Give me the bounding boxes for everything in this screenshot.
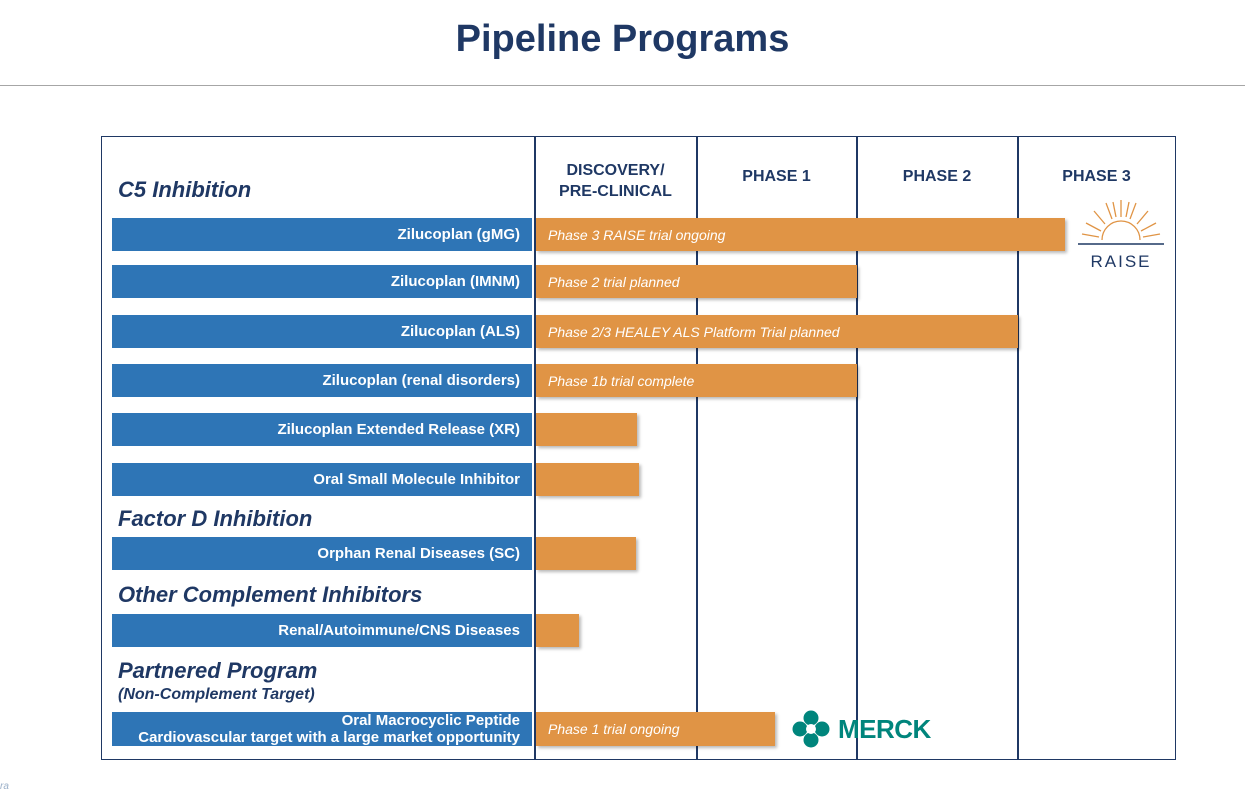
column-header-phase2: PHASE 2 <box>902 168 972 185</box>
corner-mark: ra <box>0 781 9 792</box>
progress-bar <box>536 364 857 397</box>
program-label <box>112 218 532 251</box>
program-label <box>112 712 532 746</box>
program-label-text: Renal/Autoimmune/CNS Diseases <box>278 622 520 639</box>
section-partnered-subtitle: (Non-Complement Target) <box>118 686 315 703</box>
section-other-complement-inhibitors: Other Complement Inhibitors <box>118 582 423 607</box>
column-header-phase3: PHASE 3 <box>1062 168 1131 185</box>
progress-bar-label: Phase 2/3 HEALEY ALS Platform Trial planned <box>548 323 840 340</box>
progress-bar-label: Phase 3 RAISE trial ongoing <box>548 226 726 243</box>
section-partnered-program: Partnered Program <box>118 658 318 683</box>
progress-bar-label: Phase 2 trial planned <box>548 273 680 290</box>
progress-bar <box>536 463 639 496</box>
program-label-text: Zilucoplan (IMNM) <box>390 273 520 290</box>
progress-bar <box>536 265 857 298</box>
raise-logo-text: RAISE <box>1090 252 1152 271</box>
program-label <box>112 463 532 496</box>
column-header-discovery: DISCOVERY/ PRE-CLINICAL <box>559 162 672 200</box>
program-label-text: Zilucoplan (ALS) <box>400 323 520 340</box>
merck-logo-text: MERCK <box>838 713 931 744</box>
progress-bar <box>536 712 775 746</box>
title-divider <box>0 85 1245 86</box>
page-title: Pipeline Programs <box>455 18 790 60</box>
progress-bar <box>536 537 636 570</box>
program-label <box>112 537 532 570</box>
program-label <box>112 315 532 348</box>
program-label-subtext: Cardiovascular target with a large market opportunity <box>138 729 520 746</box>
merck-logo <box>792 710 931 748</box>
progress-bar <box>536 315 1018 348</box>
program-label <box>112 265 532 298</box>
section-factor-d-inhibition: Factor D Inhibition <box>118 506 313 531</box>
program-label-text: Orphan Renal Diseases (SC) <box>317 545 520 562</box>
merck-icon <box>792 710 830 748</box>
program-label-text: Oral Macrocyclic Peptide <box>341 712 520 729</box>
column-header-phase1: PHASE 1 <box>742 168 811 185</box>
program-label-text: Oral Small Molecule Inhibitor <box>313 471 520 488</box>
program-label-text: Zilucoplan (renal disorders) <box>322 372 520 389</box>
program-label <box>112 413 532 446</box>
progress-bar-label: Phase 1b trial complete <box>548 372 695 389</box>
program-label-text: Zilucoplan Extended Release (XR) <box>277 421 520 438</box>
progress-bar <box>536 218 1065 251</box>
progress-bar-label: Phase 1 trial ongoing <box>548 721 680 737</box>
progress-bar <box>536 413 637 446</box>
progress-bar <box>536 614 579 647</box>
program-label <box>112 364 532 397</box>
section-c5-inhibition: C5 Inhibition <box>118 177 252 202</box>
program-label <box>112 614 532 647</box>
program-label-text: Zilucoplan (gMG) <box>397 226 520 243</box>
